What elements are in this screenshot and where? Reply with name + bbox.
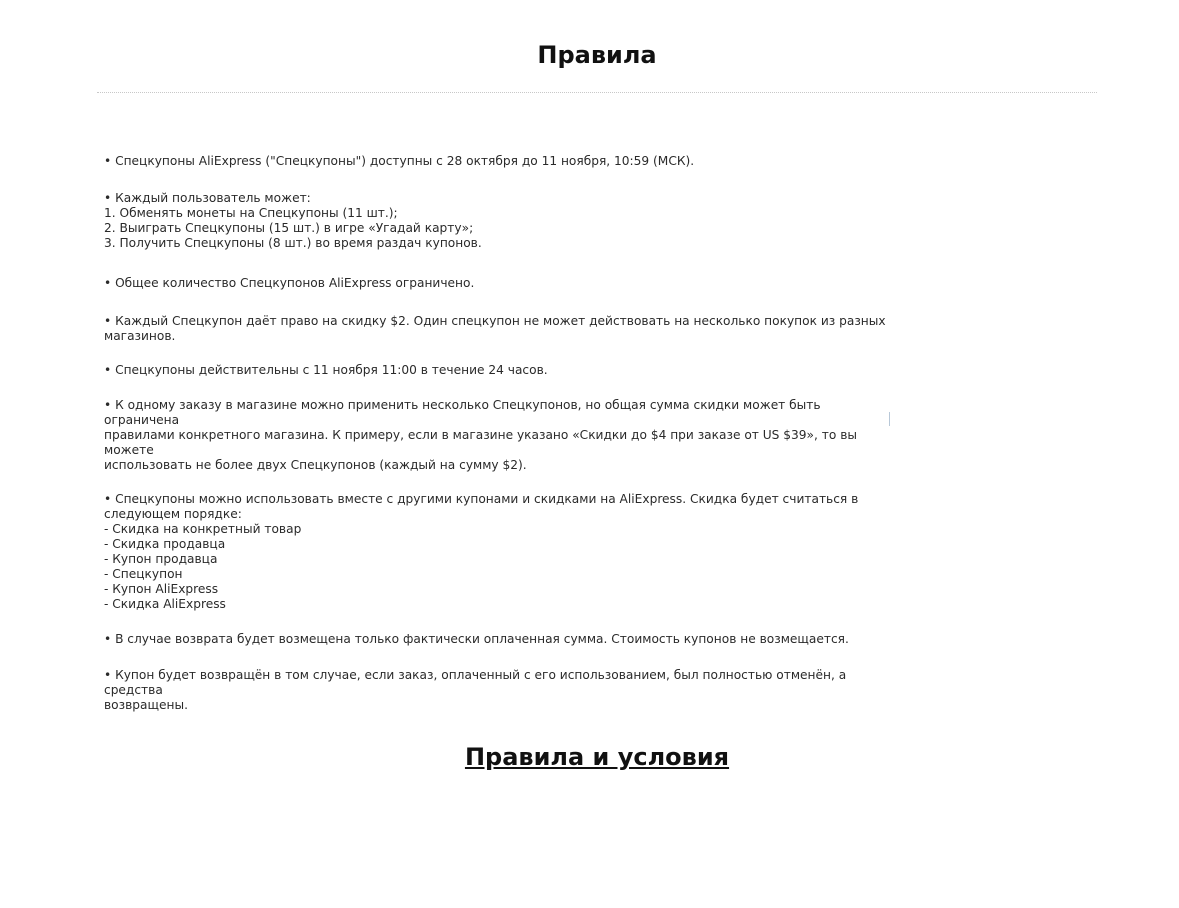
title-divider bbox=[97, 92, 1097, 93]
rules-list bbox=[104, 154, 894, 713]
rule-item: • Спецкупоны можно использовать вместе с другими купонами и скидками на AliExpress. Скидка будет считаться в следующем порядке: - Скидка на конкретный товар - Скидка продавца - Купон продавца - Спецкупон - Купон AliExpress - Скидка AliExpress bbox=[104, 492, 859, 611]
rule-item: • Общее количество Спецкупонов AliExpress ограничено. bbox=[104, 276, 475, 290]
rule-item: • К одному заказу в магазине можно применить несколько Спецкупонов, но общая сумма скидки может быть ограничена правилами конкретного магазина. К примеру, если в магазине указано «Скидки до $4 при заказе от US $39», то вы можете использовать не более двух Спецкупонов (каждый на сумму $2). bbox=[104, 398, 857, 472]
rule-item: • Спецкупоны AliExpress ("Спецкупоны") доступны с 28 октября до 11 ноября, 10:59 (МСК). bbox=[104, 154, 695, 168]
terms-and-conditions-link[interactable]: Правила и условия bbox=[464, 743, 730, 771]
text-cursor bbox=[889, 412, 890, 426]
page-title: Правила bbox=[537, 41, 657, 69]
rule-item: • Купон будет возвращён в том случае, если заказ, оплаченный с его использованием, был полностью отменён, а средства возвращены. bbox=[104, 668, 847, 712]
rule-item: • Каждый пользователь может: 1. Обменять монеты на Спецкупоны (11 шт.); 2. Выиграть Спецкупоны (15 шт.) в игре «Угадай карту»; 3. Получить Спецкупоны (8 шт.) во время раздач купонов. bbox=[104, 191, 482, 250]
rule-item: • В случае возврата будет возмещена только фактически оплаченная сумма. Стоимость купонов не возмещается. bbox=[104, 632, 849, 646]
rule-item: • Каждый Спецкупон даёт право на скидку $2. Один спецкупон не может действовать на несколько покупок из разных магазинов. bbox=[104, 314, 886, 343]
rule-item: • Спецкупоны действительны с 11 ноября 11:00 в течение 24 часов. bbox=[104, 363, 548, 377]
